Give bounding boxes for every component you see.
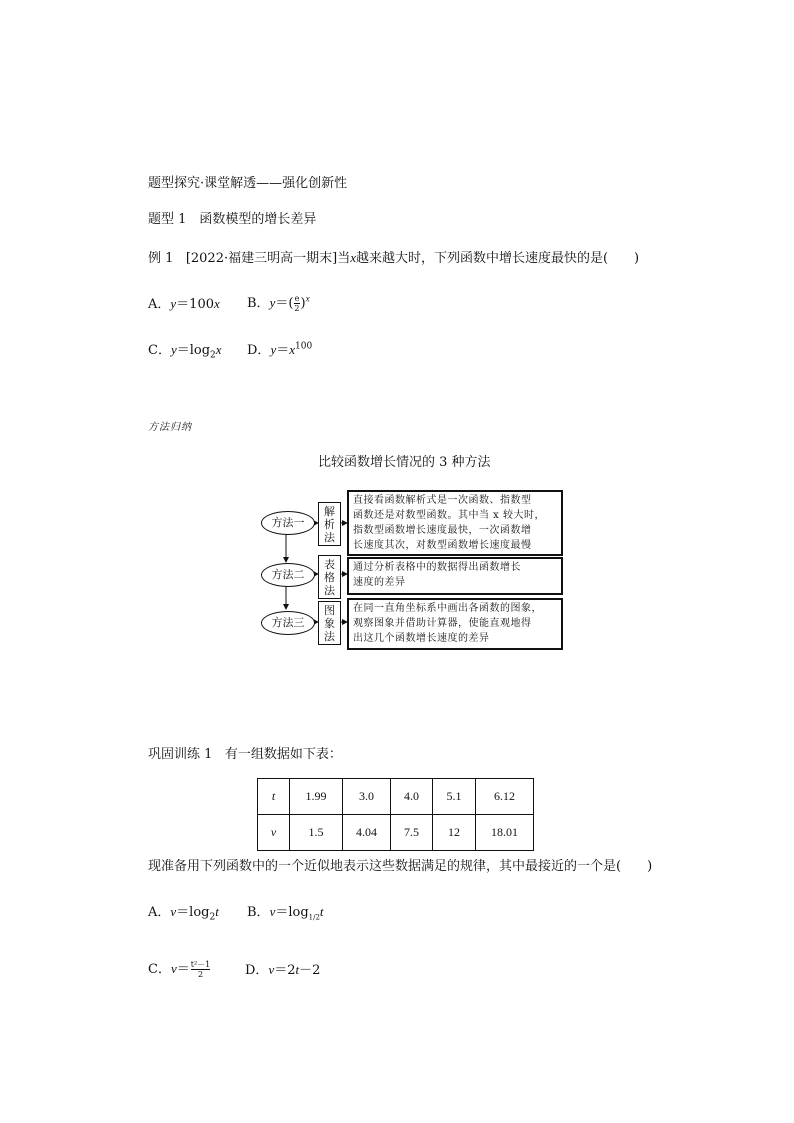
type-heading: 题型 1 函数模型的增长差异 [148, 212, 317, 227]
practice-1-option-c: C．v＝ $\frac{\text{t²－1}}{2}$ [148, 960, 211, 979]
diagram-title: 比较函数增长情况的 3 种方法 [318, 455, 491, 470]
data-table [257, 778, 534, 851]
example-1-option-a: A．y＝100x [148, 296, 220, 312]
practice-1-option-a: A．$v=\log_2t$ [148, 904, 219, 923]
practice-1-option-d: D．v＝2t－2 [245, 962, 321, 978]
practice-1-option-b: B．$v=\log_{1/2}t$ [247, 904, 324, 922]
example-1-option-d: D．$y=x^{100}$ [247, 341, 313, 358]
method-2-description: 通过分析表格中的数据得出函数增长 速度的差异 [347, 557, 563, 595]
example-label: 例 1 [148, 251, 174, 266]
practice-1-stem: 巩固训练 1 有一组数据如下表： [148, 747, 342, 762]
example-source: [2022·福建三明高一期末] [185, 251, 338, 266]
method-1-name-box: 解 析 法 [318, 502, 341, 546]
method-tag: 方法归纳 [148, 422, 192, 433]
method-2-name-box: 表 格 法 [318, 555, 341, 599]
table-row-t: t 1.99 3.0 4.0 5.1 6.12 [258, 779, 534, 815]
table-row-v: v 1.5 4.04 7.5 12 18.01 [258, 815, 534, 851]
method-2-oval: 方法二 [261, 563, 315, 587]
example-1-stem: 例 1 [2022·福建三明高一期末]当x越来越大时，下列函数中增长速度最快的是( ) [148, 250, 640, 266]
method-3-name-box: 图 象 法 [318, 601, 341, 645]
practice-1-question: 现准备用下列函数中的一个近似地表示这些数据满足的规律，其中最接近的一个是( ) [148, 859, 653, 874]
section-title: 题型探究·课堂解透——强化创新性 [148, 176, 348, 191]
method-3-oval: 方法三 [261, 611, 315, 635]
method-1-description: 直接看函数解析式是一次函数、指数型 函数还是对数型函数。其中当 x 较大时， 指数型函数增长速度最快，一次函数增 长速度其次，对数型函数增长速度最慢 [347, 490, 563, 556]
method-3-description: 在同一直角坐标系中画出各函数的图象， 观察图象并借助计算器，使能直观地得 出这几个函数增长速度的差异 [347, 598, 563, 650]
practice-label: 巩固训练 1 [148, 747, 213, 762]
method-1-oval: 方法一 [261, 511, 315, 535]
example-1-option-b: B．y＝( $\frac{e}{2}$ )$^x$ [247, 293, 310, 313]
example-1-option-c: C．$y=\log_2x$ [148, 342, 222, 361]
